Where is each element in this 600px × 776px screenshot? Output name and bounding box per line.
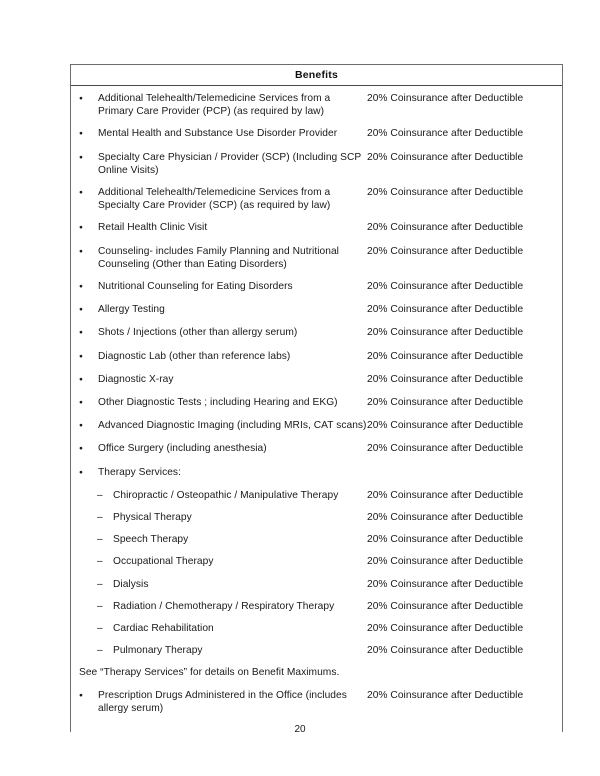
benefits-table (70, 64, 563, 732)
coverage-value: 20% Coinsurance after Deductible (367, 245, 524, 257)
table-row (71, 303, 562, 317)
dash-icon (96, 578, 113, 591)
benefit-label: Counseling- includes Family Planning and Nutritional Counseling (Other than Eating Disorders) (98, 245, 340, 270)
dash-icon (96, 555, 113, 568)
table-row (71, 280, 562, 294)
coverage-value: 20% Coinsurance after Deductible (367, 512, 524, 524)
dash-icon (96, 533, 113, 546)
table-row (71, 245, 562, 271)
benefit-cell (71, 600, 367, 613)
benefit-cell (71, 666, 367, 679)
benefit-label: Other Diagnostic Tests ; including Hearing and EKG) (98, 397, 338, 409)
benefit-cell (71, 396, 367, 410)
table-row (71, 666, 562, 679)
table-row (71, 186, 562, 212)
benefit-cell (71, 622, 367, 635)
table-row (71, 489, 562, 502)
benefit-cell (71, 326, 367, 340)
table-row (71, 622, 562, 635)
bullet-icon (78, 350, 98, 364)
table-row (71, 221, 562, 235)
benefit-label: Pulmonary Therapy (113, 645, 203, 657)
bullet-icon (78, 326, 98, 340)
dash-icon (96, 644, 113, 657)
bullet-icon (78, 221, 98, 235)
benefit-cell (71, 578, 367, 591)
benefit-cell (71, 644, 367, 657)
benefit-label: Additional Telehealth/Telemedicine Services from a Specialty Care Provider (SCP) (as required by law) (98, 187, 331, 212)
benefit-cell (71, 280, 367, 294)
bullet-icon (78, 396, 98, 410)
benefit-cell (71, 303, 367, 317)
table-row (71, 92, 562, 118)
dash-icon (96, 622, 113, 635)
coverage-value: 20% Coinsurance after Deductible (367, 578, 524, 590)
benefit-cell (71, 419, 367, 433)
benefit-label: Physical Therapy (113, 512, 192, 524)
benefit-cell (71, 186, 367, 212)
benefit-cell (71, 511, 367, 524)
benefit-cell (71, 127, 367, 141)
table-row (71, 442, 562, 456)
benefit-cell (71, 489, 367, 502)
table-row (71, 511, 562, 524)
coverage-value: 20% Coinsurance after Deductible (367, 304, 524, 316)
coverage-value: 20% Coinsurance after Deductible (367, 222, 524, 234)
bullet-icon (78, 419, 98, 433)
benefit-label: Retail Health Clinic Visit (98, 222, 208, 234)
bullet-icon (78, 466, 98, 480)
coverage-value: 20% Coinsurance after Deductible (367, 534, 524, 546)
benefit-label: Advanced Diagnostic Imaging (including MRIs, CAT scans) (98, 420, 367, 432)
benefit-cell (71, 350, 367, 364)
benefit-label: Nutritional Counseling for Eating Disorders (98, 281, 293, 293)
benefit-label: Therapy Services: (98, 466, 181, 478)
bullet-icon (78, 127, 98, 141)
bullet-icon (78, 186, 98, 200)
table-row (71, 600, 562, 613)
coverage-value: 20% Coinsurance after Deductible (367, 420, 524, 432)
table-row (71, 127, 562, 141)
coverage-value: 20% Coinsurance after Deductible (367, 443, 524, 455)
bullet-icon (78, 245, 98, 259)
bullet-icon (78, 689, 98, 703)
benefit-label: Mental Health and Substance Use Disorder Provider (98, 128, 338, 140)
table-row (71, 555, 562, 568)
table-row (71, 419, 562, 433)
benefit-cell (71, 245, 367, 271)
bullet-icon (78, 442, 98, 456)
table-row (71, 644, 562, 657)
bullet-icon (78, 92, 98, 106)
benefit-cell (71, 373, 367, 387)
benefit-cell (71, 442, 367, 456)
coverage-value: 20% Coinsurance after Deductible (367, 350, 524, 362)
coverage-value: 20% Coinsurance after Deductible (367, 93, 524, 104)
table-row (71, 578, 562, 591)
column-header-benefits: Benefits (294, 69, 339, 81)
bullet-icon (78, 303, 98, 317)
benefit-label: Dialysis (113, 578, 149, 590)
benefit-label: Additional Telehealth/Telemedicine Services from a Primary Care Provider (PCP) (as required by law) (98, 93, 331, 118)
page-footer (0, 719, 600, 737)
coverage-value: 20% Coinsurance after Deductible (367, 151, 524, 163)
benefit-label: Occupational Therapy (113, 556, 214, 568)
table-row (71, 466, 562, 480)
dash-icon (96, 600, 113, 613)
coverage-value: 20% Coinsurance after Deductible (367, 397, 524, 409)
table-row (71, 326, 562, 340)
benefit-cell (71, 221, 367, 235)
table-row (71, 151, 562, 177)
benefit-cell (71, 92, 367, 118)
benefit-label: Prescription Drugs Administered in the Office (includes allergy serum) (98, 689, 347, 714)
coverage-value: 20% Coinsurance after Deductible (367, 623, 524, 635)
coverage-value: 20% Coinsurance after Deductible (367, 281, 524, 293)
coverage-value: 20% Coinsurance after Deductible (367, 556, 524, 568)
dash-icon (96, 511, 113, 524)
benefit-label: Radiation / Chemotherapy / Respiratory Therapy (113, 600, 335, 612)
bullet-icon (78, 280, 98, 294)
benefit-label: Cardiac Rehabilitation (113, 623, 214, 635)
table-header-row (71, 64, 562, 86)
benefit-cell (71, 466, 367, 480)
coverage-value: 20% Coinsurance after Deductible (367, 645, 524, 657)
page-number: 20 (294, 724, 306, 735)
table-row (71, 533, 562, 546)
coverage-value: 20% Coinsurance after Deductible (367, 689, 524, 701)
table-row (71, 689, 562, 715)
coverage-value: 20% Coinsurance after Deductible (367, 600, 524, 612)
table-row (71, 350, 562, 364)
dash-icon (96, 489, 113, 502)
benefit-label: See “Therapy Services” for details on Benefit Maximums. (79, 667, 340, 679)
bullet-icon (78, 151, 98, 165)
coverage-value: 20% Coinsurance after Deductible (367, 327, 524, 339)
benefit-label: Chiropractic / Osteopathic / Manipulative Therapy (113, 489, 339, 501)
benefit-label: Speech Therapy (113, 534, 189, 546)
table-row (71, 396, 562, 410)
benefit-label: Shots / Injections (other than allergy serum) (98, 327, 298, 339)
benefit-cell (71, 533, 367, 546)
coverage-value: 20% Coinsurance after Deductible (367, 187, 524, 199)
benefit-label: Diagnostic Lab (other than reference labs) (98, 350, 291, 362)
bullet-icon (78, 373, 98, 387)
benefit-label: Specialty Care Physician / Provider (SCP) (Including SCP Online Visits) (98, 151, 362, 176)
coverage-value: 20% Coinsurance after Deductible (367, 489, 524, 501)
benefit-label: Allergy Testing (98, 304, 165, 316)
benefit-label: Diagnostic X-ray (98, 373, 174, 385)
coverage-value: 20% Coinsurance after Deductible (367, 128, 524, 140)
benefit-cell (71, 555, 367, 568)
benefit-cell (71, 689, 367, 715)
coverage-value: 20% Coinsurance after Deductible (367, 373, 524, 385)
table-body (71, 86, 562, 732)
benefit-label: Office Surgery (including anesthesia) (98, 443, 267, 455)
benefit-cell (71, 151, 367, 177)
table-row (71, 373, 562, 387)
